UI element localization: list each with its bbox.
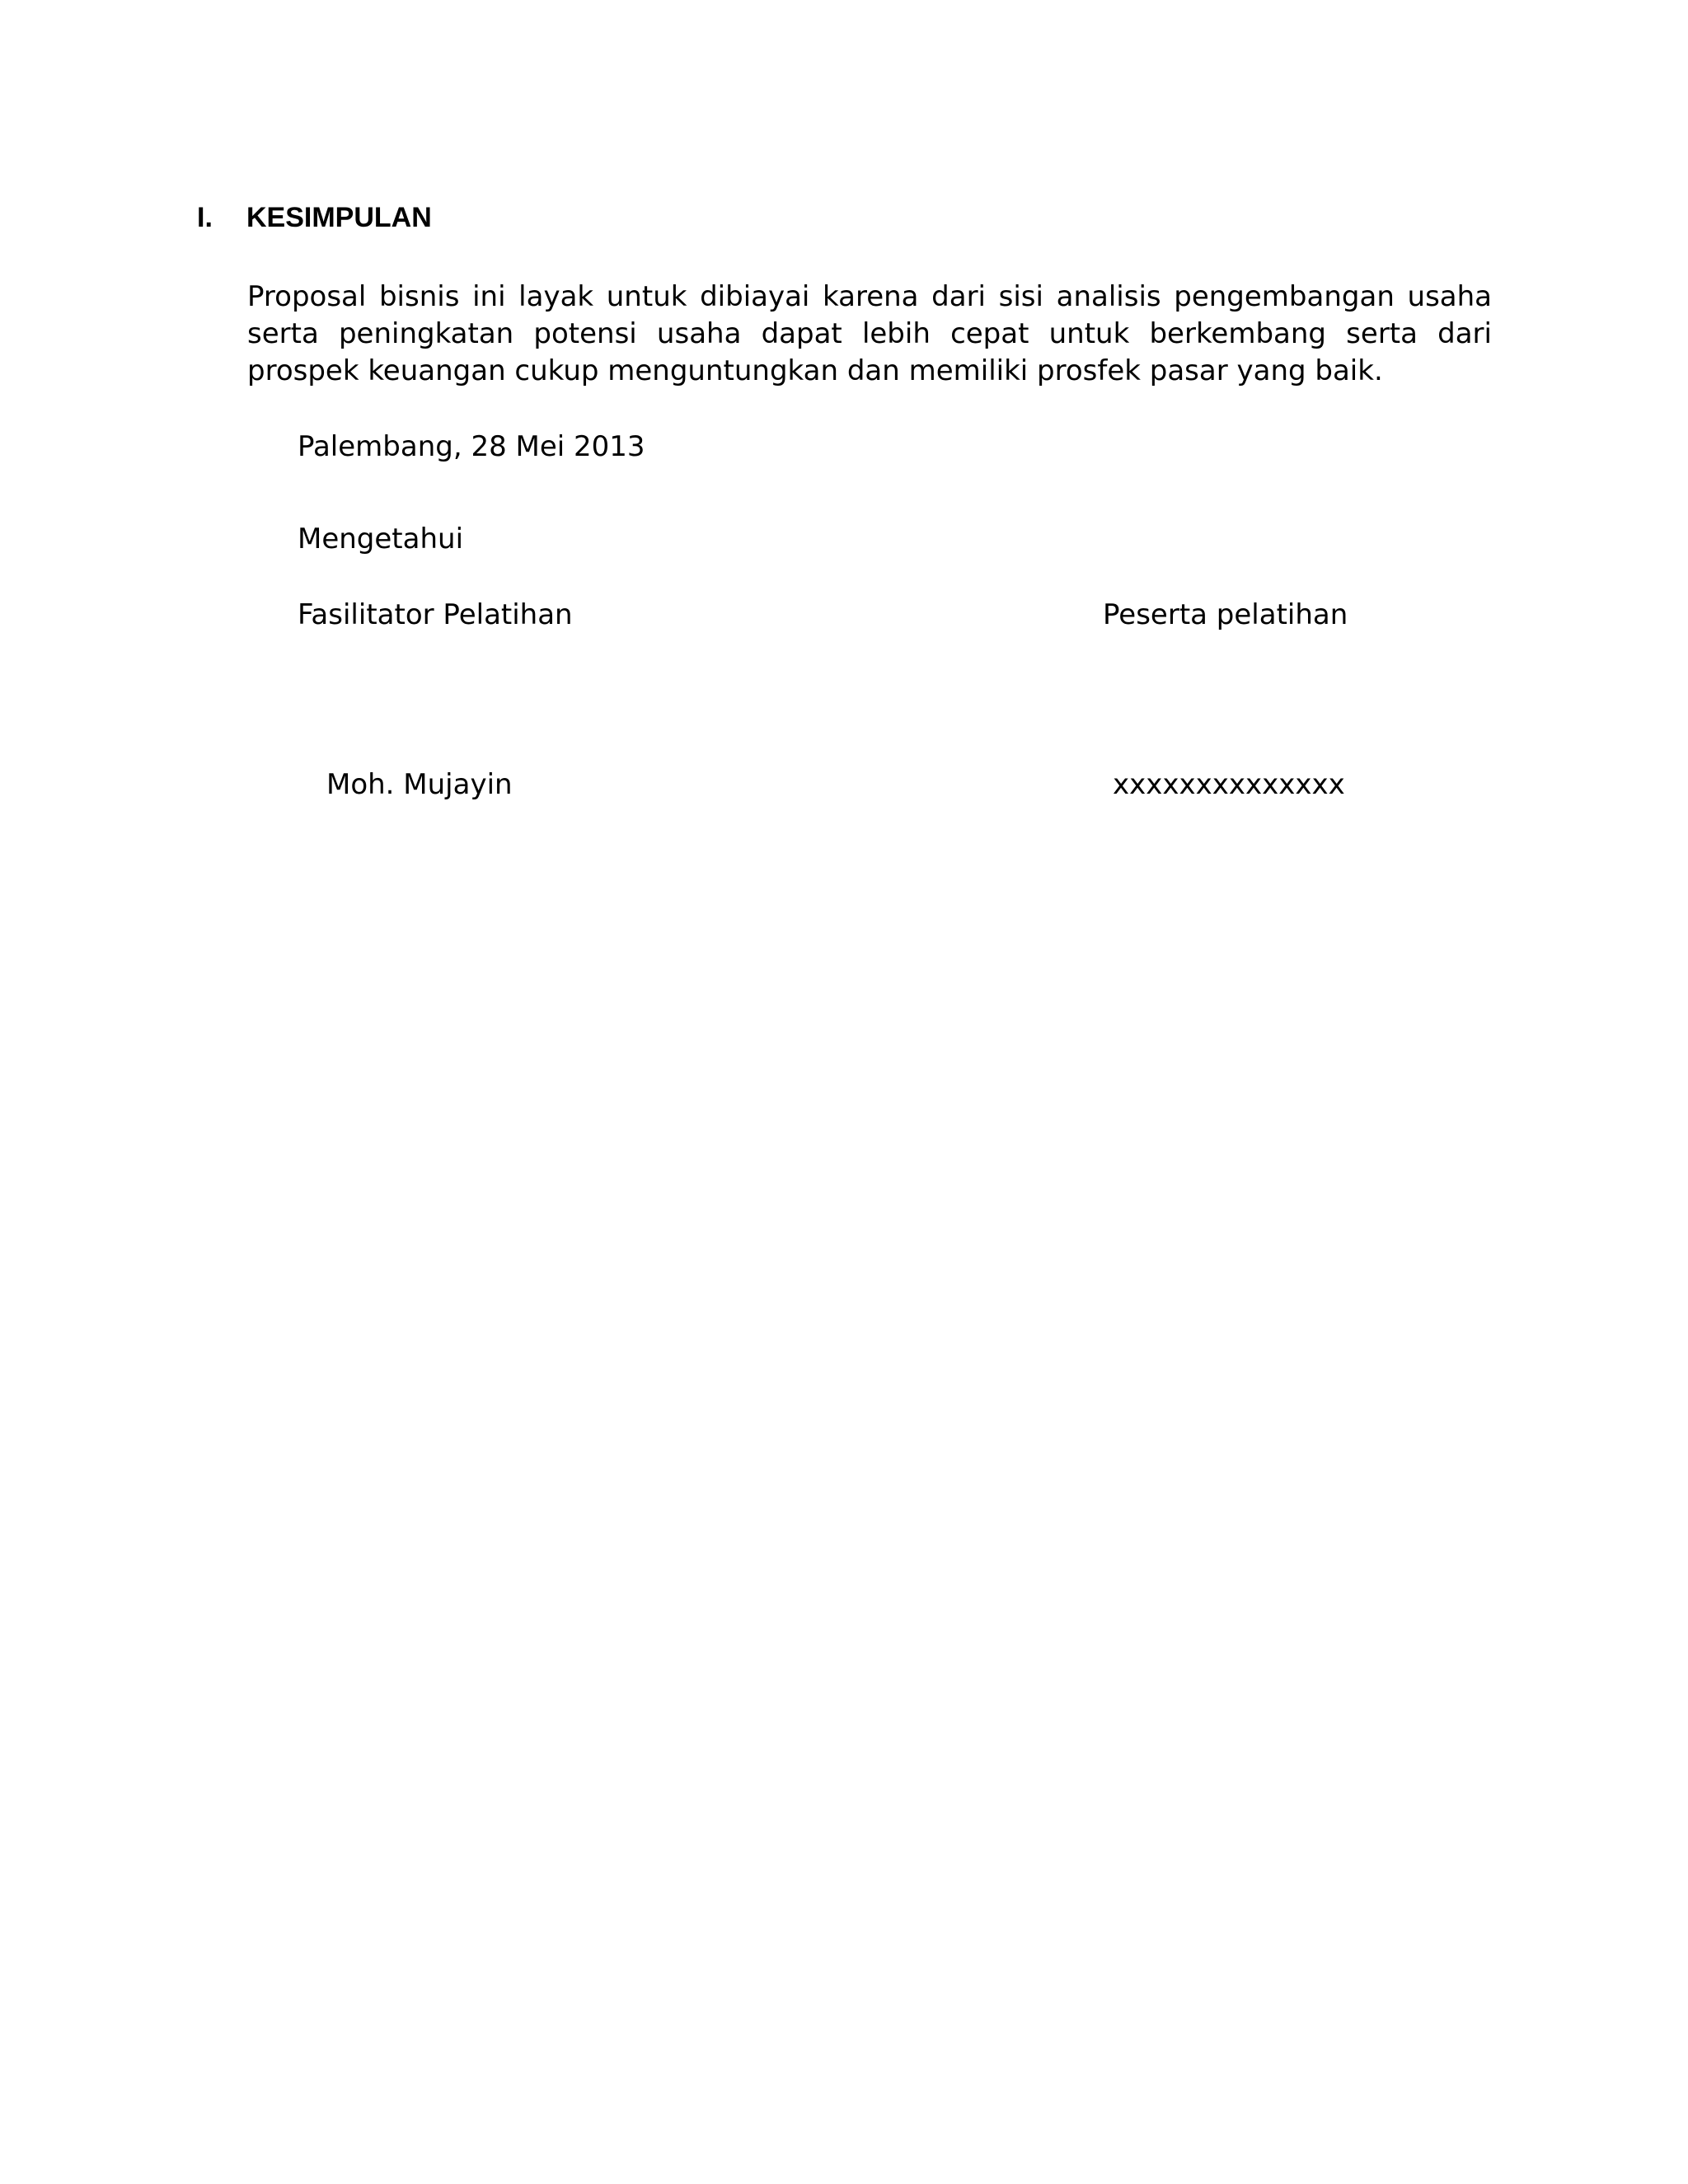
section-number: I. [197, 202, 213, 233]
conclusion-paragraph: Proposal bisnis ini layak untuk dibiayai karena dari sisi analisis pengembangan usaha serta peningkatan potensi usaha dapat lebih cepat untuk berkembang serta dari prospek keuangan cukup menguntungkan dan memiliki prosfek pasar yang baik. [247, 280, 1492, 387]
section-heading [197, 199, 432, 236]
participant-name: xxxxxxxxxxxxxx [1113, 768, 1345, 801]
place-date: Palembang, 28 Mei 2013 [298, 430, 645, 463]
section-title: KESIMPULAN [246, 202, 432, 233]
facilitator-name: Moh. Mujayin [326, 768, 513, 801]
acknowledge-label: Mengetahui [298, 523, 464, 555]
participant-role: Peserta pelatihan [1103, 598, 1348, 631]
facilitator-role: Fasilitator Pelatihan [298, 598, 573, 631]
